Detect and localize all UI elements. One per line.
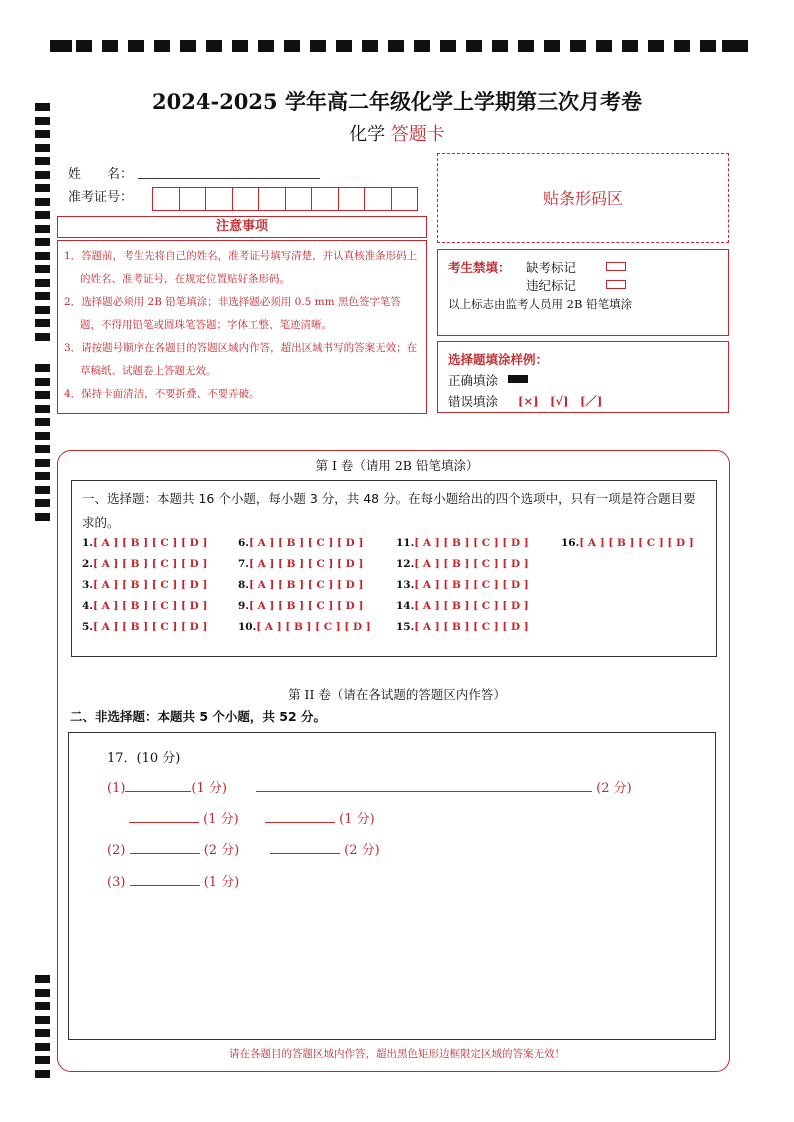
timing-mark (35, 445, 50, 453)
timing-mark (35, 1002, 50, 1010)
footer-warning: 请在各题目的答题区域内作答，超出黑色矩形边框限定区域的答案无效！ (229, 1048, 565, 1060)
timing-mark (388, 40, 404, 52)
mcq-question-row[interactable] (238, 621, 371, 633)
mcq-options[interactable]: [ A ] [ B ] [ C ] [ D ] (414, 600, 529, 612)
timing-mark (284, 40, 300, 52)
mcq-options[interactable]: [ A ] [ B ] [ C ] [ D ] (92, 558, 208, 570)
timing-mark (35, 405, 50, 413)
mcq-number: 12. (396, 558, 415, 570)
score-1: (1 分) (191, 781, 227, 796)
timing-mark (35, 486, 50, 494)
mcq-options[interactable]: [ A ] [ B ] [ C ] [ D ] (92, 600, 208, 612)
mcq-number: 1. (82, 537, 93, 549)
barcode-label: 贴条形码区 (542, 189, 623, 208)
barcode-area (437, 153, 729, 243)
mcq-options[interactable]: [ A ] [ B ] [ C ] [ D ] (414, 579, 529, 591)
prohibit-box (437, 249, 729, 336)
timing-mark (258, 40, 274, 52)
timing-marks-top (50, 40, 745, 52)
timing-mark (35, 211, 50, 219)
timing-mark (35, 378, 50, 386)
id-label: 准考证号： (68, 190, 134, 205)
timing-mark (362, 40, 378, 52)
timing-mark (596, 40, 612, 52)
timing-mark (128, 40, 144, 52)
mcq-options[interactable]: [ A ] [ B ] [ C ] [ D ] (248, 579, 364, 591)
timing-mark (466, 40, 482, 52)
timing-mark (35, 975, 50, 983)
timing-mark (722, 40, 745, 52)
timing-mark (35, 1070, 50, 1078)
timing-mark (440, 40, 456, 52)
mcq-question-row[interactable] (238, 600, 363, 612)
q17-part1-label: (1) (107, 781, 126, 796)
q17-2b-blank[interactable] (270, 841, 340, 854)
mcq-number: 5. (82, 621, 93, 633)
mcq-number: 10. (238, 621, 257, 633)
mcq-question-row[interactable] (238, 558, 363, 570)
timing-mark (544, 40, 560, 52)
timing-mark (700, 40, 716, 52)
name-field[interactable] (138, 178, 320, 179)
mcq-question-row[interactable] (396, 600, 529, 612)
timing-mark (674, 40, 690, 52)
notice-item: 3．请按题号顺序在各题目的答题区域内作答，超出区域书写的答案无效；在草稿纸、试题卷上答题无效。 (64, 342, 418, 377)
mcq-options[interactable]: [ A ] [ B ] [ C ] [ D ] (414, 621, 529, 633)
mcq-question-row[interactable] (561, 537, 694, 549)
q17-answer-box[interactable] (68, 732, 716, 1040)
fill-example-title: 选择题填涂样例： (448, 352, 549, 367)
mcq-question-row[interactable] (396, 621, 529, 633)
timing-mark (35, 252, 50, 260)
timing-mark (35, 306, 50, 314)
q17-part3-label: (3) (107, 875, 126, 890)
score-1: (1 分) (339, 812, 375, 827)
timing-mark (35, 989, 50, 997)
timing-mark (154, 40, 170, 52)
notice-item: 1．答题前，考生先将自己的姓名，准考证号填写清楚，并认真核准条形码上的姓名、准考证号，在规定位置贴好条形码。 (64, 250, 418, 285)
timing-mark (35, 418, 50, 426)
mcq-options[interactable]: [ A ] [ B ] [ C ] [ D ] (92, 579, 208, 591)
fill-example-box (437, 341, 729, 413)
mcq-number: 7. (238, 558, 249, 570)
timing-mark (414, 40, 430, 52)
mcq-question-row[interactable] (396, 558, 529, 570)
name-label: 姓 名： (68, 167, 134, 182)
page-title: 2024-2025 学年高二年级化学上学期第三次月考卷 (152, 89, 642, 114)
mcq-question-row[interactable] (82, 579, 207, 591)
mcq-question-row[interactable] (82, 600, 207, 612)
timing-mark (35, 184, 50, 192)
timing-mark (50, 40, 72, 52)
correct-fill-label: 正确填涂 (448, 373, 499, 388)
prohibit-title: 考生禁填： (448, 260, 511, 275)
q17-1c-blank[interactable] (129, 810, 199, 823)
timing-mark (336, 40, 352, 52)
part2-heading: 第 II 卷（请在各试题的答题区内作答） (288, 687, 506, 702)
timing-mark (622, 40, 638, 52)
timing-mark (35, 292, 50, 300)
mcq-number: 16. (561, 537, 580, 549)
subtitle-subject: 化学 (349, 124, 391, 145)
mcq-question-row[interactable] (396, 537, 529, 549)
mcq-options[interactable]: [ A ] [ B ] [ C ] [ D ] (248, 558, 364, 570)
notice-box (57, 240, 427, 414)
mcq-options[interactable]: [ A ] [ B ] [ C ] [ D ] (579, 537, 694, 549)
timing-mark (35, 364, 50, 372)
timing-mark (35, 238, 50, 246)
timing-mark (570, 40, 586, 52)
mcq-question-row[interactable] (238, 579, 363, 591)
timing-mark (232, 40, 248, 52)
wrong-fill-label: 错误填涂 (448, 394, 499, 409)
q17-1b-blank[interactable] (256, 779, 592, 792)
timing-mark (310, 40, 326, 52)
mcq-number: 8. (238, 579, 249, 591)
mcq-number: 13. (396, 579, 415, 591)
mcq-options[interactable]: [ A ] [ B ] [ C ] [ D ] (92, 537, 208, 549)
timing-mark (35, 319, 50, 327)
timing-mark (35, 1029, 50, 1037)
mcq-question-row[interactable] (396, 579, 529, 591)
mcq-options[interactable]: [ A ] [ B ] [ C ] [ D ] (92, 621, 208, 633)
timing-mark (35, 225, 50, 233)
mcq-question-row[interactable] (82, 621, 207, 633)
mcq-number: 9. (238, 600, 249, 612)
timing-mark (180, 40, 196, 52)
timing-mark (35, 279, 50, 287)
score-1: (1 分) (203, 812, 239, 827)
q17-title: 17．(10 分) (107, 751, 181, 766)
timing-mark (35, 333, 50, 341)
mcq-number: 15. (396, 621, 415, 633)
correct-fill-sample (508, 375, 528, 383)
timing-mark (35, 265, 50, 273)
mcq-instructions: 一、选择题：本题共 16 个小题，每小题 3 分，共 48 分。在每小题给出的四个选项中，只有一项是符合题目要求的。 (82, 491, 696, 530)
violation-label: 违纪标记 (526, 278, 577, 293)
mcq-number: 11. (396, 537, 415, 549)
timing-mark (518, 40, 534, 52)
score-2: (2 分) (203, 843, 240, 858)
q17-1a-blank[interactable] (125, 779, 191, 792)
absent-label: 缺考标记 (526, 260, 577, 275)
score-2: (2 分) (344, 843, 380, 858)
multiple-choice-box (71, 480, 717, 657)
timing-mark (35, 499, 50, 507)
score-1: (1 分) (203, 875, 240, 890)
notice-title: 注意事项 (57, 216, 427, 238)
mcq-number: 6. (238, 537, 249, 549)
q17-2a-blank[interactable] (130, 841, 200, 854)
timing-mark (102, 40, 118, 52)
wrong-fill-samples: [×] [√] [／] (518, 394, 603, 408)
mcq-question-row[interactable] (82, 558, 207, 570)
timing-mark (206, 40, 222, 52)
part2-instructions: 二、非选择题：本题共 5 个小题，共 52 分。 (70, 709, 327, 724)
timing-mark (35, 432, 50, 440)
q17-3-blank[interactable] (130, 873, 200, 886)
violation-mark-box[interactable] (606, 280, 626, 289)
exam-id-boxes[interactable] (152, 187, 418, 211)
timing-mark (35, 157, 50, 165)
mcq-options[interactable]: [ A ] [ B ] [ C ] [ D ] (414, 537, 529, 549)
mcq-number: 4. (82, 600, 93, 612)
notice-item: 2．选择题必须用 2B 铅笔填涂；非选择题必须用 0.5 mm 黑色签字笔答题，不得用铅笔或圆珠笔答题；字体工整、笔迹清晰。 (64, 296, 401, 331)
timing-mark (35, 198, 50, 206)
timing-mark (35, 1016, 50, 1024)
prohibit-note: 以上标志由监考人员用 2B 铅笔填涂 (448, 297, 633, 311)
absent-mark-box[interactable] (606, 262, 626, 271)
mcq-options[interactable]: [ A ] [ B ] [ C ] [ D ] (248, 537, 364, 549)
notice-item: 4．保持卡面清洁，不要折叠、不要弄破。 (64, 388, 260, 400)
mcq-options[interactable]: [ A ] [ B ] [ C ] [ D ] (256, 621, 371, 633)
timing-mark (35, 171, 50, 179)
mcq-question-row[interactable] (82, 537, 207, 549)
mcq-options[interactable]: [ A ] [ B ] [ C ] [ D ] (414, 558, 529, 570)
mcq-options[interactable]: [ A ] [ B ] [ C ] [ D ] (248, 600, 364, 612)
timing-mark (35, 513, 50, 521)
timing-mark (76, 40, 92, 52)
mcq-number: 2. (82, 558, 93, 570)
score-2: (2 分) (596, 781, 632, 796)
mcq-number: 3. (82, 579, 93, 591)
page-subtitle (0, 120, 794, 146)
q17-part2-label: (2) (107, 843, 126, 858)
part1-heading: 第 I 卷（请用 2B 铅笔填涂） (315, 458, 479, 473)
subtitle-answer-sheet: 答题卡 (390, 124, 445, 145)
q17-1d-blank[interactable] (265, 810, 335, 823)
timing-mark (648, 40, 664, 52)
timing-mark (492, 40, 508, 52)
mcq-number: 14. (396, 600, 415, 612)
mcq-question-row[interactable] (238, 537, 363, 549)
timing-mark (35, 391, 50, 399)
